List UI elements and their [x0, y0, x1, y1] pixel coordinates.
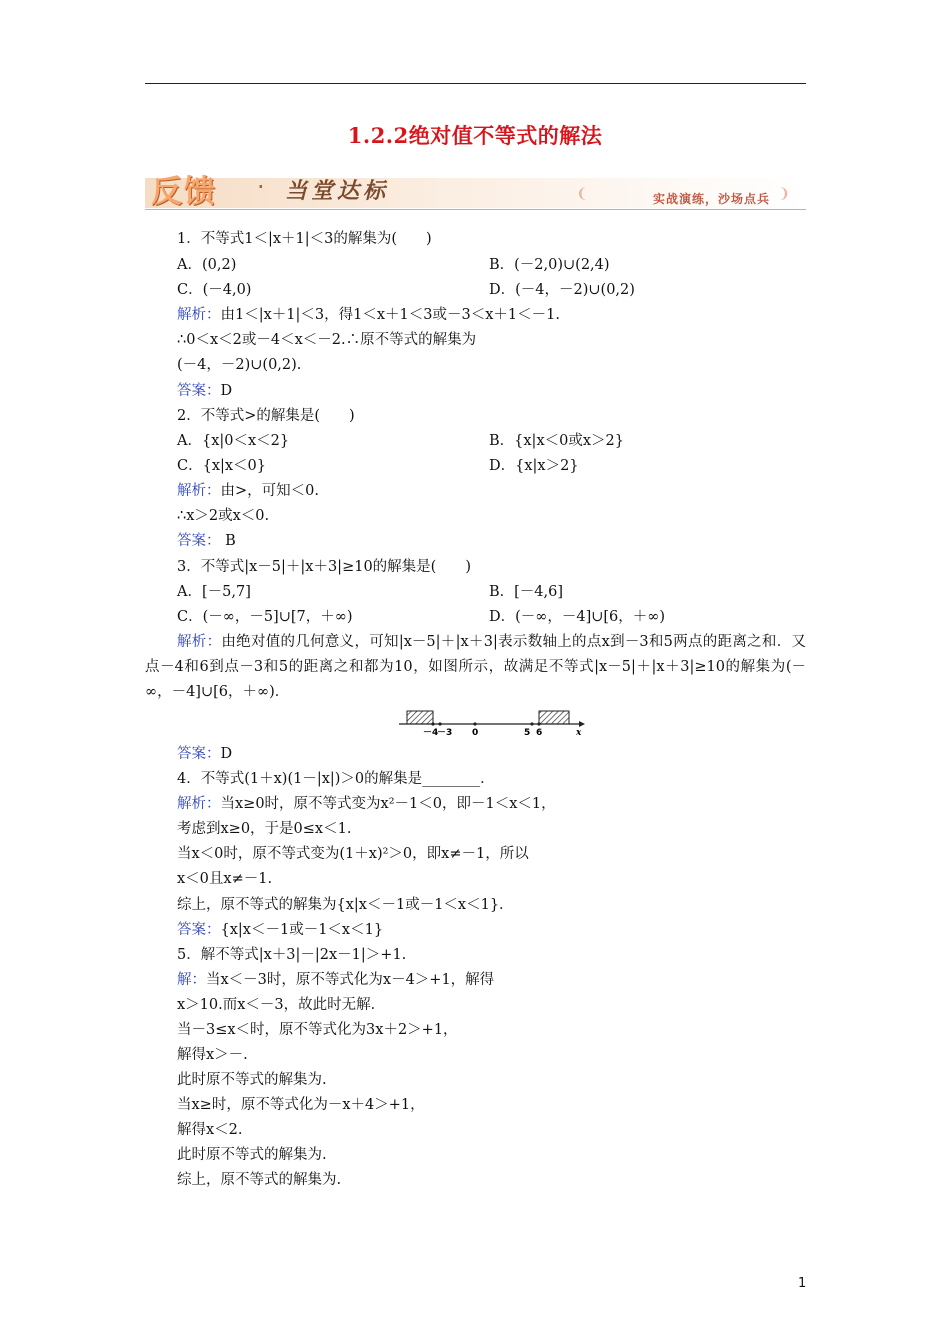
q1-answer — [177, 381, 232, 401]
q3-analysis — [145, 630, 806, 705]
q5-stem: 5．解不等式|x＋3|－|2x－1|＞+1. — [177, 947, 407, 963]
q5-solution-6: 当x≥时，原不等式化为－x＋4＞+1， — [177, 1097, 425, 1113]
q2-answer — [177, 531, 236, 551]
answer-value: D — [220, 383, 233, 399]
q4-analysis-2: 考虑到x≥0，于是0≤x＜1. — [177, 821, 352, 837]
q5-solution-1 — [177, 970, 494, 990]
answer-value: B — [220, 533, 236, 549]
answer-label: 答案： — [177, 383, 221, 399]
q3-option-b: B．[－4,6] — [489, 584, 564, 600]
section-banner — [145, 164, 806, 214]
q1-analysis-2: ∴0＜x＜2或－4＜x＜－2.∴原不等式的解集为 — [177, 332, 477, 348]
q1-analysis-3: (－4，－2)∪(0,2). — [177, 357, 302, 373]
page-number: 1 — [798, 1276, 807, 1291]
analysis-label: 解析： — [177, 634, 222, 650]
tick-label: 5 — [524, 728, 531, 738]
hatch-left — [407, 711, 433, 724]
tick-label: －3 — [437, 728, 453, 738]
solution-label: 解： — [177, 972, 206, 988]
q1-option-d: D．(－4，－2)∪(0,2) — [489, 282, 635, 298]
wing-right-icon: ❩ — [778, 186, 790, 202]
q2-analysis-2: ∴x＞2或x＜0. — [177, 508, 270, 524]
hatch-right — [539, 711, 569, 724]
q3-answer — [177, 744, 232, 764]
solution-text: 当x＜－3时，原不等式化为x－4＞+1，解得 — [206, 972, 495, 988]
answer-label: 答案： — [177, 533, 221, 549]
q1-option-b: B．(－2,0)∪(2,4) — [489, 257, 610, 273]
q1-analysis-1 — [177, 305, 560, 325]
banner-main-text: 反馈 — [151, 174, 217, 210]
q5-solution-5: 此时原不等式的解集为. — [177, 1072, 327, 1088]
tick-label: 0 — [472, 728, 479, 738]
banner-underline — [145, 209, 806, 210]
answer-value: {x|x＜－1或－1＜x＜1} — [220, 922, 384, 938]
q1-option-c: C．(－4,0) — [177, 282, 252, 298]
q5-solution-3: 当－3≤x＜时，原不等式化为3x＋2＞+1， — [177, 1022, 458, 1038]
q4-analysis-1 — [177, 794, 556, 814]
banner-subtitle: 当堂达标 — [285, 179, 390, 204]
q2-option-a: A．{x|0＜x＜2} — [177, 433, 290, 449]
wing-left-icon: ❨ — [576, 186, 588, 202]
number-line-figure — [397, 708, 587, 738]
q3-option-c: C．(－∞，－5]∪[7，＋∞) — [177, 609, 353, 625]
q2-stem: 2．不等式>的解集是( ) — [177, 408, 355, 424]
analysis-text: 由>，可知＜0. — [220, 483, 319, 499]
q1-option-a: A．(0,2) — [177, 257, 237, 273]
q4-stem: 4．不等式(1＋x)(1－|x|)＞0的解集是________． — [177, 771, 495, 787]
q2-analysis-1 — [177, 481, 319, 501]
q4-analysis-3: 当x＜0时，原不等式变为(1＋x)²＞0，即x≠－1，所以 — [177, 846, 529, 862]
q2-option-b: B．{x|x＜0或x＞2} — [489, 433, 624, 449]
q5-solution-8: 此时原不等式的解集为. — [177, 1147, 327, 1163]
answer-label: 答案： — [177, 922, 221, 938]
analysis-label: 解析： — [177, 307, 221, 323]
analysis-text: 由1＜|x＋1|＜3，得1＜x＋1＜3或－3＜x＋1＜－1. — [220, 307, 560, 323]
q2-option-d: D．{x|x＞2} — [489, 458, 579, 474]
answer-value: D — [220, 746, 233, 762]
q5-solution-2: x＞10.而x＜－3，故此时无解． — [177, 997, 386, 1013]
axis-arrow-icon — [579, 721, 585, 727]
q5-solution-7: 解得x＜2. — [177, 1122, 243, 1138]
analysis-label: 解析： — [177, 483, 221, 499]
q1-stem: 1．不等式1＜|x＋1|＜3的解集为( ) — [177, 231, 432, 247]
tick-label: －4 — [423, 728, 439, 738]
tick-label: 6 — [536, 728, 543, 738]
answer-label: 答案： — [177, 746, 221, 762]
banner-dot: · — [257, 173, 265, 201]
q3-option-a: A．[－5,7] — [177, 584, 251, 600]
q4-answer — [177, 920, 383, 940]
banner-slogan: 实战演练，沙场点兵 — [652, 192, 770, 206]
analysis-text: 由绝对值的几何意义，可知|x－5|＋|x＋3|表示数轴上的点x到－3和5两点的距离之和．又点－4和6到点－3和5的距离之和都为10，如图所示，故满足不等式|x－5|＋|x＋3|≥10的解集为(－∞，－4]∪[6，＋∞)． — [145, 634, 806, 700]
analysis-text: 当x≥0时，原不等式变为x²－1＜0，即－1＜x＜1， — [220, 796, 556, 812]
q5-solution-9: 综上，原不等式的解集为. — [177, 1172, 342, 1188]
q4-analysis-5: 综上，原不等式的解集为{x|x＜－1或－1＜x＜1}． — [177, 897, 514, 913]
q2-option-c: C．{x|x＜0} — [177, 458, 267, 474]
q5-solution-4: 解得x＞－. — [177, 1047, 248, 1063]
q3-stem: 3．不等式|x－5|＋|x＋3|≥10的解集是( ) — [177, 559, 471, 575]
analysis-label: 解析： — [177, 796, 221, 812]
q3-option-d: D．(－∞，－4]∪[6，＋∞) — [489, 609, 666, 625]
header-rule — [145, 83, 806, 84]
q4-analysis-4: x＜0且x≠－1. — [177, 871, 273, 887]
page-title: 1.2.2绝对值不等式的解法 — [347, 123, 603, 148]
axis-label: x — [576, 728, 582, 738]
